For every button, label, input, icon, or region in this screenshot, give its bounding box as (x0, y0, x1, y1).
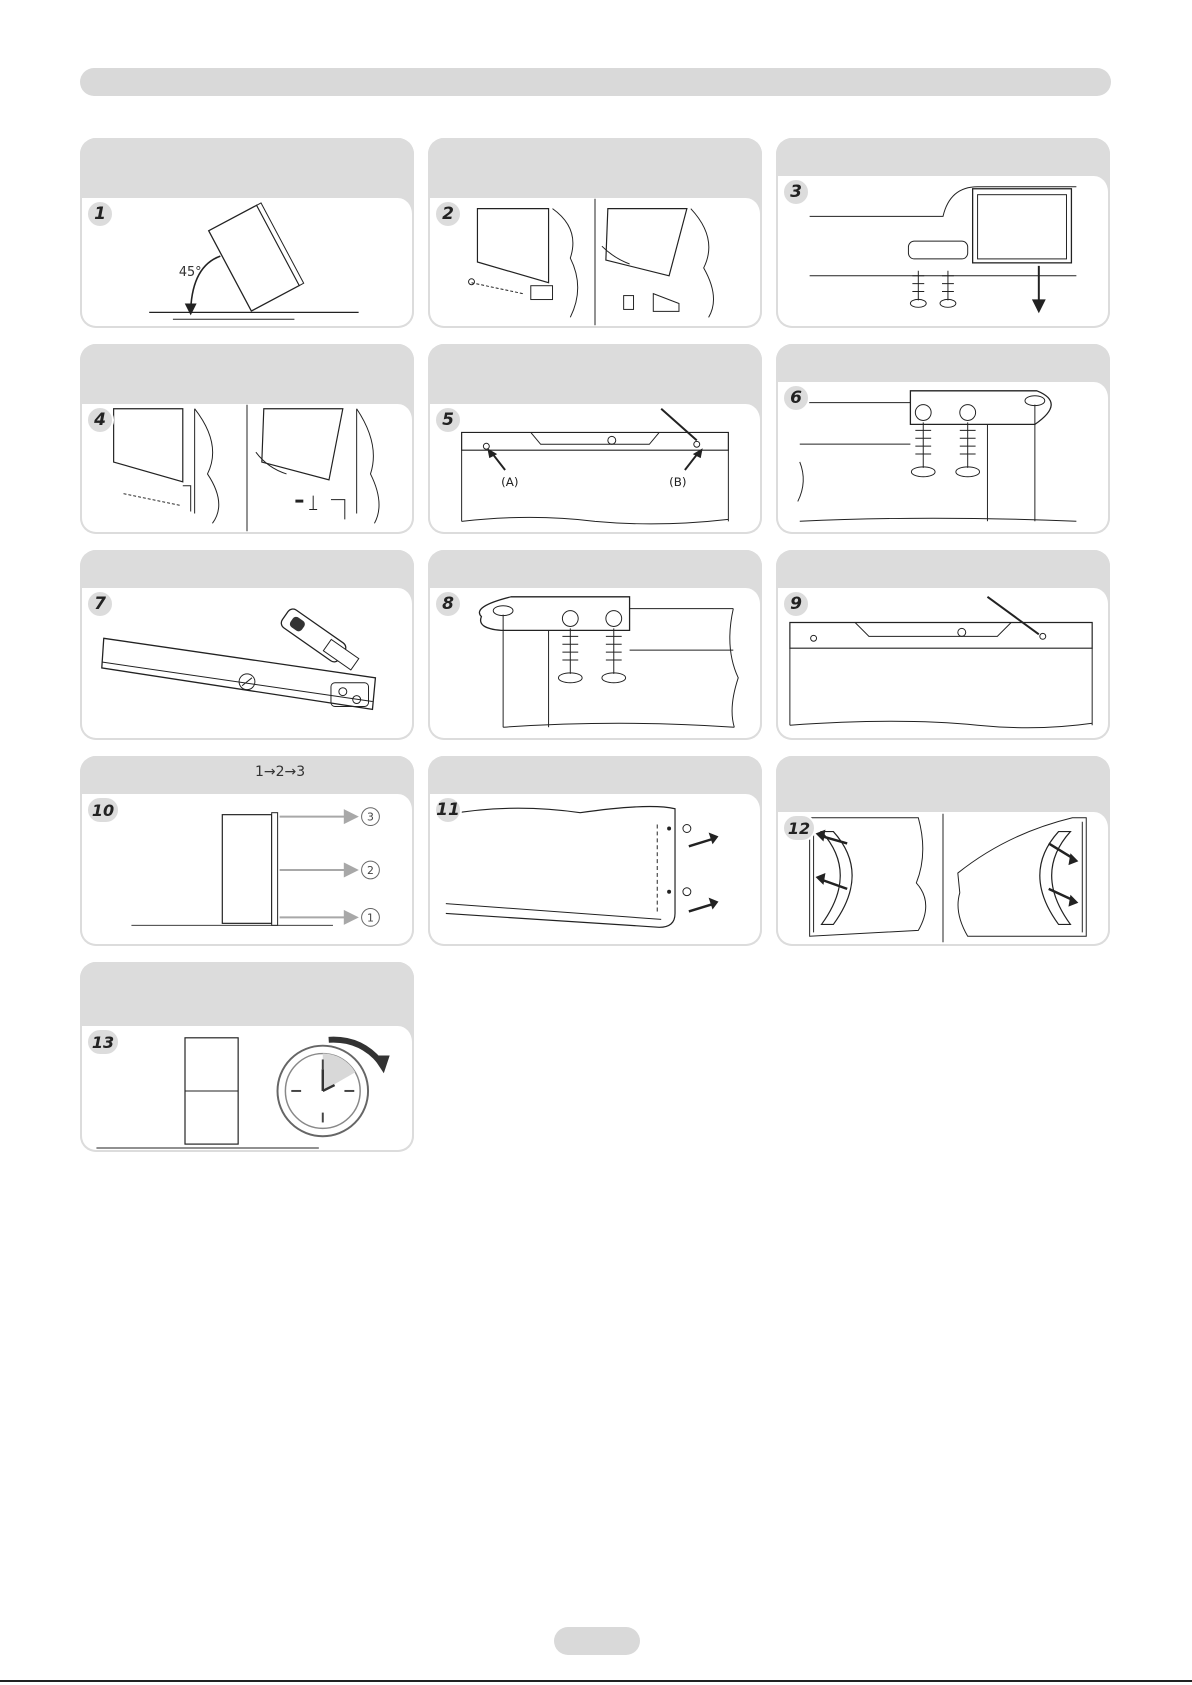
panel-illustration (80, 1026, 414, 1152)
panel-illustration (776, 176, 1110, 328)
panel-header (80, 138, 414, 198)
step-number: 11 (434, 796, 462, 824)
step-panel-13 (80, 962, 414, 1152)
panel-header (428, 138, 762, 198)
refit-door-illustration (84, 794, 410, 944)
cut-hinge-cover-illustration (84, 588, 410, 738)
remove-bottom-hinge-illustration (432, 198, 758, 326)
step-panel-1 (80, 138, 414, 328)
panel-illustration (80, 198, 414, 328)
reverse-hinge-illustration (84, 404, 410, 532)
panel-illustration (428, 404, 762, 534)
tilt-fridge-illustration (84, 198, 410, 326)
step-number: 8 (434, 590, 462, 618)
panel-illustration (428, 588, 762, 740)
step-number: 6 (782, 384, 810, 412)
step-panel-2 (428, 138, 762, 328)
panel-illustration (80, 404, 414, 534)
step-number: 13 (86, 1028, 120, 1056)
remove-handle-plugs-illustration (432, 794, 758, 944)
point-a-label: (A) (501, 474, 519, 489)
step-panel-5 (428, 344, 762, 534)
step-panel-12 (776, 756, 1110, 946)
point-b-label: (B) (669, 474, 687, 489)
page-number-pill (554, 1627, 640, 1655)
fit-hinge-other-side-illustration (432, 588, 758, 738)
step-number: 10 (86, 796, 120, 824)
panel-illustration (776, 812, 1110, 946)
step-panel-3 (776, 138, 1110, 328)
sequence-text: 1→2→3 (255, 764, 306, 780)
top-hinge-illustration (780, 382, 1106, 532)
seq-1-label: 1 (367, 911, 374, 925)
step-number: 7 (86, 590, 114, 618)
step-number: 12 (782, 814, 816, 842)
panel-illustration (428, 794, 762, 946)
panel-illustration (776, 382, 1110, 534)
step-number: 1 (86, 200, 114, 228)
step-panel-7 (80, 550, 414, 740)
bottom-rule (0, 1680, 1192, 1682)
step-number: 9 (782, 590, 810, 618)
panel-header (428, 344, 762, 404)
step-panel-9 (776, 550, 1110, 740)
move-handle-illustration (780, 812, 1106, 944)
step-number: 5 (434, 406, 462, 434)
panel-illustration (80, 588, 414, 740)
panel-header (776, 756, 1110, 816)
angle-label: 45° (178, 264, 202, 280)
seq-3-label: 3 (367, 810, 374, 824)
step-number: 2 (434, 200, 462, 228)
step-number: 3 (782, 178, 810, 206)
step-panel-10 (80, 756, 414, 946)
header-bar (80, 68, 1111, 96)
step-panel-6 (776, 344, 1110, 534)
lift-door-off-illustration (780, 176, 1106, 326)
step-number: 4 (86, 406, 114, 434)
seq-2-label: 2 (367, 863, 374, 877)
panel-illustration (776, 588, 1110, 740)
panel-illustration (80, 794, 414, 946)
step-panel-11 (428, 756, 762, 946)
panel-illustration (428, 198, 762, 328)
panel-header (80, 962, 414, 1022)
clock-icon (278, 1040, 390, 1137)
top-cover-screws-illustration (432, 404, 758, 532)
step-panel-4 (80, 344, 414, 534)
refit-top-cover-illustration (780, 588, 1106, 738)
wait-before-use-illustration (84, 1026, 410, 1150)
panel-header (80, 344, 414, 404)
step-panel-8 (428, 550, 762, 740)
